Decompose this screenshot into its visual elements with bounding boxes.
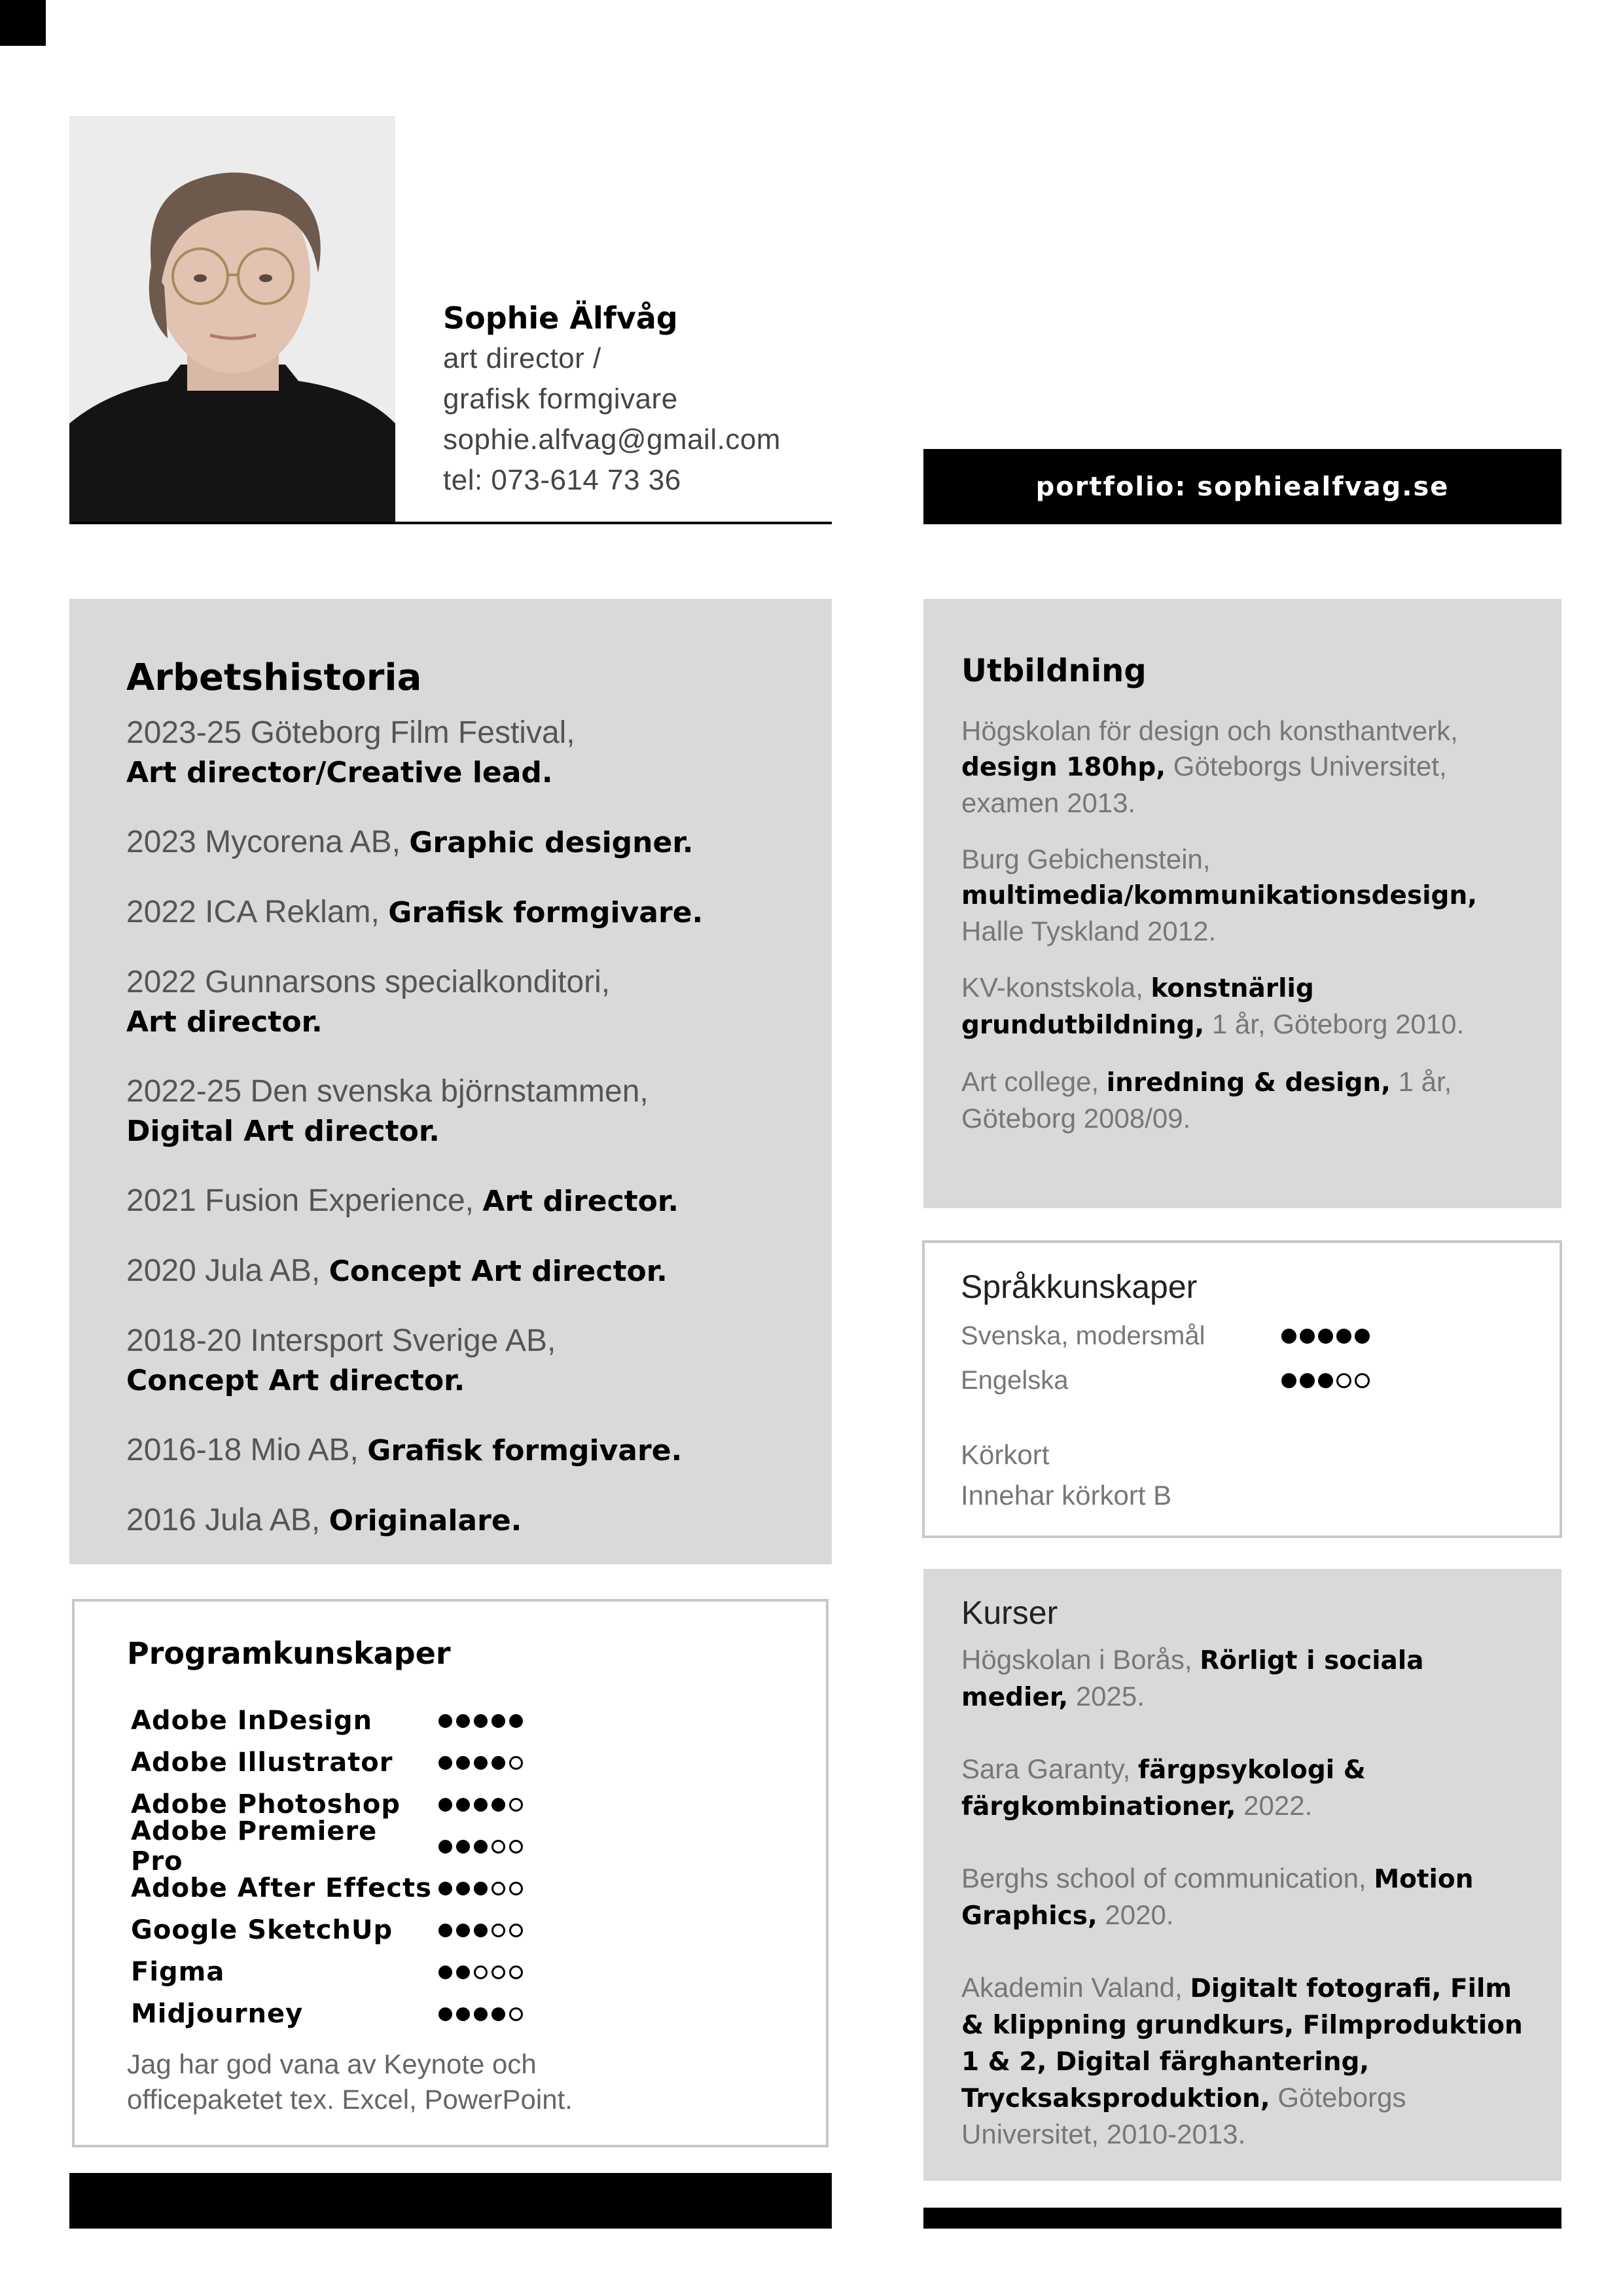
rating-dot-filled [1300, 1329, 1315, 1344]
work-history-employer: 2021 Fusion Experience, [126, 1183, 483, 1218]
rating-dot-filled [474, 2007, 488, 2021]
software-note-line-2: officepaketet tex. Excel, PowerPoint. [127, 2084, 573, 2115]
work-history-item [126, 1431, 820, 1471]
education-details: 1 år, Göteborg 2010. [1204, 1009, 1465, 1039]
rating-dot-filled [1300, 1373, 1315, 1388]
course-provider: Högskolan i Borås, [961, 1644, 1200, 1675]
rating-dot-empty [509, 1840, 523, 1854]
software-skill-name: Figma [131, 1957, 225, 1987]
rating-dot-empty [509, 1924, 523, 1937]
work-history-item [126, 713, 820, 793]
person-name: Sophie Älfvåg [443, 300, 678, 336]
education-details: 1 år, Göteborg 2008/09. [961, 1066, 1452, 1134]
software-skill-name: Adobe After Effects [131, 1873, 432, 1903]
software-skills-panel [72, 1599, 829, 2147]
work-history-item [126, 1072, 820, 1151]
work-history-employer: 2022 ICA Reklam, [126, 895, 389, 929]
rating-dot-filled [1318, 1329, 1333, 1344]
rating-dot-filled [474, 1882, 488, 1895]
rating-dot-empty [509, 1756, 523, 1770]
rating-dot-filled [438, 1840, 452, 1854]
header-rule [69, 522, 832, 524]
course-title: Motion Graphics, [961, 1865, 1474, 1931]
rating-dot-filled [438, 1756, 452, 1770]
work-history-list [126, 713, 820, 1571]
work-history-item [126, 1321, 820, 1401]
course-item [961, 1970, 1537, 2152]
rating-dot-filled [456, 2007, 470, 2021]
rating-dot-empty [1355, 1373, 1370, 1388]
work-history-employer: 2023-25 Göteborg Film Festival, [126, 715, 575, 750]
course-provider: Sara Garanty, [961, 1753, 1139, 1784]
work-history-panel [69, 599, 832, 1564]
job-title-line-1: art director / [443, 342, 601, 374]
course-provider: Berghs school of communication, [961, 1863, 1374, 1893]
rating-dot-filled [438, 2007, 452, 2021]
education-heading: Utbildning [961, 653, 1147, 689]
footer-bar-left [69, 2173, 832, 2229]
software-note [127, 2047, 716, 2117]
work-history-item [126, 1181, 820, 1221]
courses-panel [923, 1569, 1561, 2181]
software-skill-row [131, 1909, 523, 1951]
software-skill-rating [438, 1882, 523, 1895]
software-skill-row [131, 1951, 523, 1993]
education-details: Halle Tyskland 2012. [961, 916, 1217, 946]
rating-dot-filled [474, 1714, 488, 1728]
work-history-role: Graphic designer. [409, 826, 694, 859]
rating-dot-filled [456, 1924, 470, 1937]
corner-mark [0, 0, 46, 46]
languages-panel [922, 1240, 1562, 1538]
rating-dot-filled [456, 1882, 470, 1895]
rating-dot-empty [1336, 1373, 1351, 1388]
rating-dot-filled [1281, 1373, 1296, 1388]
course-title: färgpsykologi & färgkombinationer, [961, 1755, 1366, 1821]
rating-dot-empty [474, 1965, 488, 1979]
software-skill-name: Adobe Photoshop [131, 1789, 401, 1820]
software-skill-rating [438, 1965, 523, 1979]
work-history-employer: 2018-20 Intersport Sverige AB, [126, 1323, 556, 1358]
contact-block [443, 298, 836, 501]
rating-dot-filled [491, 1714, 505, 1728]
course-details: 2020. [1097, 1899, 1174, 1930]
rating-dot-empty [491, 1965, 505, 1979]
software-skill-row [131, 1993, 523, 2035]
rating-dot-filled [491, 2007, 505, 2021]
rating-dot-filled [474, 1798, 488, 1812]
rating-dot-filled [438, 1714, 452, 1728]
portfolio-banner[interactable]: portfolio: sophiealfvag.se [923, 449, 1561, 524]
course-title: Digitalt fotografi, Film & klippning grundkurs, Filmproduktion 1 & 2, Digital färghantering, Trycksaksproduktion, [961, 1974, 1523, 2113]
course-item [961, 1751, 1537, 1825]
work-history-role: Art director/Creative lead. [126, 756, 553, 789]
work-history-employer: 2016-18 Mio AB, [126, 1433, 368, 1467]
work-history-employer: 2023 Mycorena AB, [126, 825, 410, 859]
education-school: Burg Gebichenstein, [961, 844, 1211, 874]
software-skill-row [131, 1867, 523, 1909]
rating-dot-empty [509, 2007, 523, 2021]
education-item [961, 713, 1537, 821]
email-address[interactable]: sophie.alfvag@gmail.com [443, 423, 781, 456]
software-skill-rating [438, 1798, 523, 1812]
software-skills-heading: Programkunskaper [127, 1636, 451, 1671]
rating-dot-empty [509, 1965, 523, 1979]
license-label: Körkort [961, 1439, 1050, 1470]
work-history-item [126, 963, 820, 1042]
work-history-item [126, 823, 820, 863]
software-skill-row [131, 1742, 523, 1784]
rating-dot-empty [509, 1882, 523, 1895]
rating-dot-filled [456, 1714, 470, 1728]
work-history-item [126, 893, 820, 933]
rating-dot-filled [1318, 1373, 1333, 1388]
software-skill-row [131, 1700, 523, 1742]
software-skill-name: Adobe InDesign [131, 1706, 373, 1736]
education-program: inredning & design, [1106, 1068, 1391, 1098]
rating-dot-filled [474, 1924, 488, 1937]
software-skill-rating [438, 1756, 523, 1770]
rating-dot-filled [1281, 1329, 1296, 1344]
software-skill-name: Adobe Illustrator [131, 1748, 393, 1778]
education-details: Göteborgs Universitet, examen 2013. [961, 751, 1447, 818]
language-rating [1281, 1373, 1370, 1388]
work-history-item [126, 1501, 820, 1541]
course-item [961, 1861, 1537, 1934]
work-history-role: Concept Art director. [126, 1364, 465, 1397]
rating-dot-filled [456, 1798, 470, 1812]
rating-dot-filled [1355, 1329, 1370, 1344]
software-skill-name: Google SketchUp [131, 1915, 393, 1945]
work-history-role: Originalare. [329, 1504, 522, 1537]
course-details: 2025. [1068, 1681, 1145, 1712]
education-list [961, 713, 1537, 1157]
work-history-role: Grafisk formgivare. [388, 896, 704, 929]
education-program: konstnärlig grundutbildning, [961, 974, 1314, 1040]
rating-dot-filled [438, 1798, 452, 1812]
footer-bar-right [923, 2208, 1561, 2229]
education-item [961, 842, 1537, 949]
rating-dot-empty [491, 1924, 505, 1937]
rating-dot-empty [491, 1840, 505, 1854]
course-item [961, 1642, 1537, 1715]
rating-dot-filled [491, 1756, 505, 1770]
work-history-role: Art director. [126, 1005, 323, 1039]
courses-heading: Kurser [961, 1594, 1058, 1631]
education-item [961, 1064, 1537, 1136]
work-history-item [126, 1251, 820, 1291]
work-history-employer: 2016 Jula AB, [126, 1503, 329, 1537]
software-skills-list [131, 1700, 523, 2035]
work-history-role: Grafisk formgivare. [367, 1434, 683, 1467]
rating-dot-filled [491, 1798, 505, 1812]
language-name: Engelska [961, 1366, 1069, 1395]
rating-dot-filled [438, 1924, 452, 1937]
rating-dot-filled [438, 1965, 452, 1979]
courses-list [961, 1642, 1537, 2188]
work-history-heading: Arbetshistoria [126, 656, 422, 699]
language-row [961, 1366, 1370, 1395]
software-note-line-1: Jag har god vana av Keynote och [127, 2049, 537, 2079]
language-name: Svenska, modersmål [961, 1321, 1205, 1350]
work-history-employer: 2022-25 Den svenska björnstammen, [126, 1074, 649, 1109]
languages-heading: Språkkunskaper [961, 1268, 1198, 1305]
education-school: Art college, [961, 1066, 1107, 1097]
course-provider: Akademin Valand, [961, 1972, 1190, 2003]
education-program: multimedia/kommunikationsdesign, [961, 881, 1478, 910]
rating-dot-filled [456, 1840, 470, 1854]
software-skill-rating [438, 1840, 523, 1854]
rating-dot-filled [474, 1840, 488, 1854]
rating-dot-filled [509, 1714, 523, 1728]
job-title-line-2: grafisk formgivare [443, 383, 678, 415]
education-school: Högskolan för design och konsthantverk, [961, 715, 1458, 746]
work-history-employer: 2020 Jula AB, [126, 1253, 329, 1288]
work-history-role: Art director. [482, 1185, 679, 1218]
software-skill-row [131, 1816, 523, 1876]
rating-dot-filled [456, 1965, 470, 1979]
phone-number[interactable]: tel: 073-614 73 36 [443, 464, 681, 496]
rating-dot-filled [456, 1756, 470, 1770]
course-details: 2022. [1236, 1790, 1313, 1821]
software-skill-name: Midjourney [131, 1999, 304, 2029]
software-skill-rating [438, 2007, 523, 2021]
rating-dot-empty [509, 1798, 523, 1812]
profile-photo [69, 116, 395, 523]
course-title: Rörligt i sociala medier, [961, 1646, 1424, 1712]
course-details: Göteborgs Universitet, 2010-2013. [961, 2082, 1406, 2149]
education-program: design 180hp, [961, 753, 1166, 782]
work-history-role: Digital Art director. [126, 1115, 440, 1148]
education-panel [923, 599, 1561, 1208]
work-history-employer: 2022 Gunnarsons specialkonditori, [126, 965, 611, 999]
rating-dot-filled [1336, 1329, 1351, 1344]
software-skill-rating [438, 1714, 523, 1728]
language-rating [1281, 1329, 1370, 1344]
education-item [961, 970, 1537, 1043]
rating-dot-empty [491, 1882, 505, 1895]
rating-dot-filled [474, 1756, 488, 1770]
software-skill-rating [438, 1924, 523, 1937]
work-history-role: Concept Art director. [329, 1255, 668, 1288]
license-value: Innehar körkort B [961, 1480, 1172, 1511]
education-school: KV-konstskola, [961, 972, 1151, 1003]
software-skill-name: Adobe Premiere Pro [131, 1816, 378, 1876]
language-row [961, 1321, 1370, 1351]
rating-dot-filled [438, 1882, 452, 1895]
